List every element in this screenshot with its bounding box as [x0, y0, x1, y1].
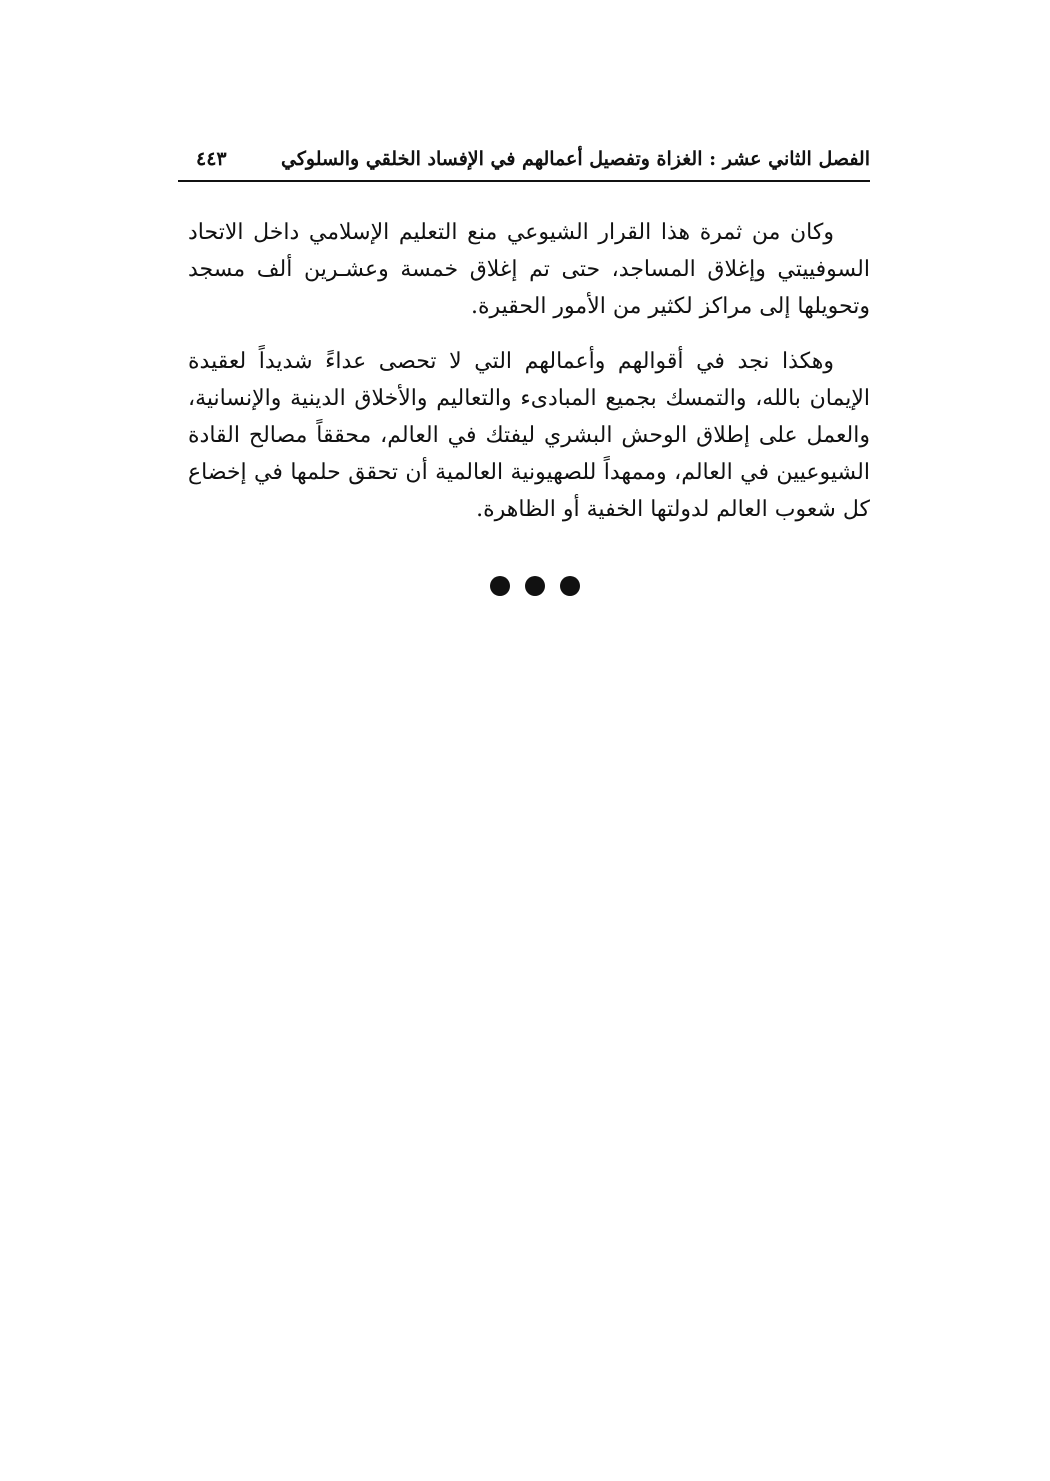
running-header: [178, 148, 870, 182]
ornament-dot-icon: [525, 576, 545, 596]
ornament-dot-icon: [560, 576, 580, 596]
section-end-ornament: [490, 574, 580, 598]
ornament-dot-icon: [490, 576, 510, 596]
body-text: [188, 214, 870, 546]
chapter-title: الفصل الثاني عشر : الغزاة وتفصيل أعمالهم في الإفساد الخلقي والسلوكي: [281, 148, 870, 170]
paragraph-2: وهكذا نجد في أقوالهم وأعمالهم التي لا تحصى عداءً شديداً لعقيدة الإيمان بالله، والتمسك بجميع المبادىء والتعاليم والأخلاق الدينية والإنسانية، والعمل على إطلاق الوحش البشري ليفتك في العالم، محققاً مصالح القادة الشيوعيين في العالم، وممهداً للصهيونية العالمية أن تحقق حلمها في إخضاع كل شعوب العالم لدولتها الخفية أو الظاهرة.: [188, 349, 870, 522]
header-rule: [178, 180, 870, 182]
page-number: ٤٤٣: [196, 148, 227, 170]
paragraph-1: وكان من ثمرة هذا القرار الشيوعي منع التعليم الإسلامي داخل الاتحاد السوفييتي وإغلاق المساجد، حتى تم إغلاق خمسة وعشـرين ألف مسجد وتحويلها إلى مراكز لكثير من الأمور الحقيرة.: [188, 220, 870, 319]
